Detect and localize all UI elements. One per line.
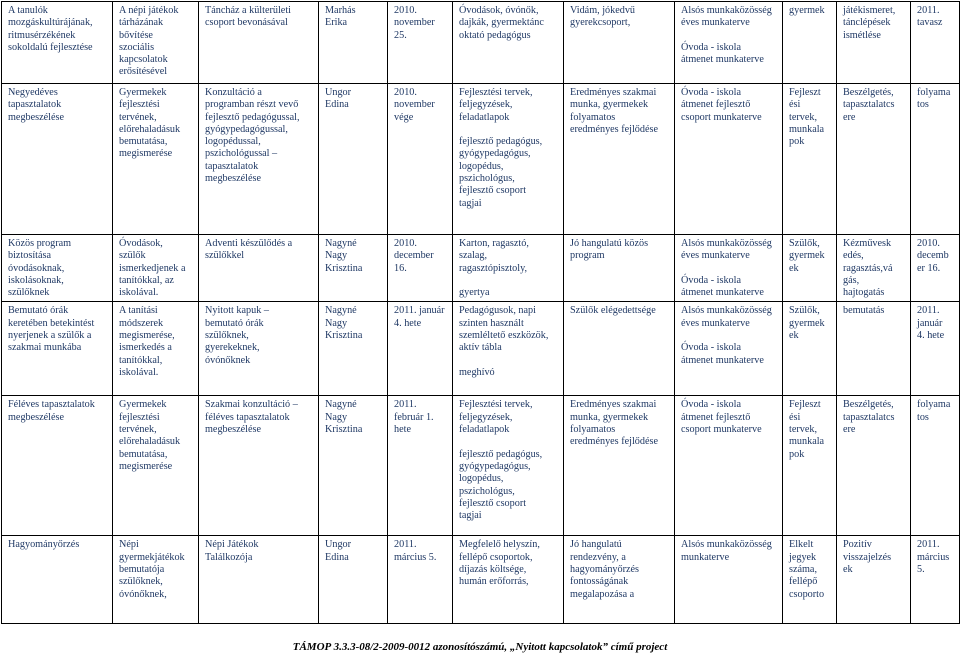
- cell-text: Ungor Edina: [325, 87, 352, 111]
- cell-text: Elkelt jegyek száma, fellépő csoporto: [789, 539, 825, 600]
- cell-text: 2011. február 1. hete: [394, 399, 434, 436]
- cell-linked-plan: [675, 302, 783, 396]
- cell-text: A tanítási módszerek megismerése, ismerkedés a tanítókkal, iskolával.: [119, 305, 175, 378]
- cell-text: A tanulók mozgáskultúrájának, ritmusérzékének sokoldalú fejlesztése: [8, 5, 93, 53]
- cell-text: folyama tos: [917, 87, 951, 111]
- cell-task: [113, 235, 199, 302]
- table-row: [2, 396, 960, 536]
- cell-text: Nagyné Nagy Krisztina: [325, 305, 363, 342]
- cell-text: Bemutató órák keretében betekintést nyerjenek a szülők a szakmai munkába: [8, 305, 95, 354]
- cell-text: Hagyományőrzés: [8, 539, 80, 551]
- table-row: [2, 84, 960, 235]
- cell-task: [113, 396, 199, 536]
- cell-responsible: [319, 536, 388, 624]
- cell-text: Alsós munkaközösség éves munkaterve Óvoda - iskola átmenet munkaterve: [681, 5, 772, 66]
- cell-text: Kézművesk edés, ragasztás,vá gás, hajtogatás: [843, 238, 893, 299]
- cell-resources: [453, 2, 564, 84]
- table-row: [2, 302, 960, 396]
- cell-responsible: [319, 235, 388, 302]
- cell-text: 2010. november vége: [394, 87, 435, 123]
- cell-text: Gyermekek fejlesztési tervének, előrehaladásuk bemutatása, megismerése: [119, 87, 181, 160]
- cell-text: 2011. március 5.: [917, 539, 950, 576]
- cell-timing: [911, 396, 960, 536]
- cell-success-criteria: [564, 302, 675, 396]
- program-table: [1, 1, 960, 624]
- cell-goal: [2, 536, 113, 624]
- cell-text: Népi Játékok Találkozója: [205, 539, 259, 563]
- cell-resources: [453, 396, 564, 536]
- cell-text: Alsós munkaközösség éves munkaterve Óvoda - iskola átmenet munkaterve: [681, 305, 772, 366]
- cell-text: Alsós munkaközösség munkaterve: [681, 539, 772, 563]
- cell-linked-plan: [675, 235, 783, 302]
- project-footer: TÁMOP 3.3.3-08/2-2009-0012 azonosítószámú, „Nyitott kapcsolatok” című project: [292, 641, 668, 653]
- cell-method: [837, 302, 911, 396]
- cell-timing: [911, 84, 960, 235]
- cell-task: [113, 84, 199, 235]
- cell-text: 2010. december 16.: [394, 238, 434, 274]
- cell-text: Megfelelő helyszín, fellépő csoportok, díjazás költsége, humán erőforrás,: [459, 539, 540, 588]
- cell-text: Beszélgetés, tapasztalatcs ere: [843, 399, 895, 436]
- cell-linked-plan: [675, 396, 783, 536]
- cell-responsible: [319, 2, 388, 84]
- cell-text: Féléves tapasztalatok megbeszélése: [8, 399, 95, 423]
- cell-method: [837, 235, 911, 302]
- table-row: [2, 2, 960, 84]
- cell-text: Eredményes szakmai munka, gyermekek folyamatos eredményes fejlődése: [570, 399, 658, 448]
- cell-timing: [911, 2, 960, 84]
- table-row: [2, 235, 960, 302]
- cell-text: Fejleszt ési tervek, munkala pok: [789, 87, 825, 148]
- cell-responsible: [319, 84, 388, 235]
- cell-method: [837, 2, 911, 84]
- cell-resources: [453, 536, 564, 624]
- cell-text: bemutatás: [843, 305, 885, 317]
- cell-target-group: [783, 235, 837, 302]
- cell-target-group: [783, 84, 837, 235]
- cell-text: Szakmai konzultáció – féléves tapasztalatok megbeszélése: [205, 399, 298, 436]
- cell-deadline: [388, 2, 453, 84]
- cell-target-group: [783, 2, 837, 84]
- cell-timing: [911, 235, 960, 302]
- cell-text: Nyitott kapuk – bemutató órák szülőknek, gyerekeknek, óvónőknek: [205, 305, 269, 366]
- cell-text: Pozitív visszajelzés ek: [843, 539, 892, 576]
- cell-text: Szülők, gyermek ek: [789, 238, 825, 274]
- cell-text: Ungor Edina: [325, 539, 352, 563]
- cell-success-criteria: [564, 396, 675, 536]
- cell-task: [113, 302, 199, 396]
- cell-text: Népi gyermekjátékok bemutatója szülőknek, óvónőknek,: [119, 539, 185, 600]
- cell-task: [113, 536, 199, 624]
- cell-target-group: [783, 396, 837, 536]
- cell-text: Pedagógusok, napi szinten használt szemléltető eszközök, aktív tábla meghívó: [459, 305, 549, 378]
- cell-text: Marhás Erika: [325, 5, 356, 29]
- cell-timing: [911, 536, 960, 624]
- cell-text: játékismeret, tánclépések ismétlése: [843, 5, 896, 41]
- cell-responsible: [319, 396, 388, 536]
- cell-resources: [453, 84, 564, 235]
- cell-deadline: [388, 302, 453, 396]
- cell-text: 2011. tavasz: [917, 5, 943, 29]
- cell-text: Gyermekek fejlesztési tervének, előrehaladásuk bemutatása, megismerése: [119, 399, 181, 472]
- cell-text: Szülők, gyermek ek: [789, 305, 825, 342]
- cell-goal: [2, 396, 113, 536]
- cell-resources: [453, 302, 564, 396]
- cell-text: Óvoda - iskola átmenet fejlesztő csoport munkaterve: [681, 87, 762, 123]
- cell-linked-plan: [675, 2, 783, 84]
- cell-text: Szülők elégedettsége: [570, 305, 656, 317]
- cell-text: Jó hangulatú rendezvény, a hagyományőrzés fontosságának megalapozása a: [570, 539, 640, 600]
- cell-text: Fejlesztési tervek, feljegyzések, feladatlapok fejlesztő pedagógus, gyógypedagógus, logopédus, pszichológus, fejlesztő csoport tagjai: [459, 87, 543, 209]
- cell-text: Negyedéves tapasztalatok megbeszélése: [8, 87, 65, 123]
- cell-text: Fejlesztési tervek, feljegyzések, feladatlapok fejlesztő pedagógus, gyógypedagógus, logopédus, pszichológus, fejlesztő csoport tagjai: [459, 399, 543, 522]
- cell-text: gyermek: [789, 5, 825, 16]
- cell-activity: [199, 84, 319, 235]
- cell-activity: [199, 2, 319, 84]
- cell-resources: [453, 235, 564, 302]
- cell-text: Óvoda - iskola átmenet fejlesztő csoport munkaterve: [681, 399, 762, 436]
- cell-target-group: [783, 536, 837, 624]
- cell-text: 2010. november 25.: [394, 5, 435, 41]
- cell-activity: [199, 536, 319, 624]
- cell-target-group: [783, 302, 837, 396]
- cell-text: Eredményes szakmai munka, gyermekek folyamatos eredményes fejlődése: [570, 87, 658, 135]
- cell-deadline: [388, 235, 453, 302]
- cell-text: folyama tos: [917, 399, 951, 423]
- cell-deadline: [388, 396, 453, 536]
- cell-goal: [2, 235, 113, 302]
- cell-text: 2011. január 4. hete: [394, 305, 445, 329]
- cell-deadline: [388, 84, 453, 235]
- cell-text: Vidám, jókedvű gyerekcsoport,: [570, 5, 636, 29]
- cell-deadline: [388, 536, 453, 624]
- cell-method: [837, 536, 911, 624]
- cell-method: [837, 84, 911, 235]
- cell-responsible: [319, 302, 388, 396]
- table-row: [2, 536, 960, 624]
- cell-task: [113, 2, 199, 84]
- cell-activity: [199, 396, 319, 536]
- cell-text: Közös program biztosítása óvodásoknak, iskolásoknak, szülőknek: [8, 238, 72, 299]
- cell-text: Alsós munkaközösség éves munkaterve Óvoda - iskola átmenet munkaterve: [681, 238, 772, 299]
- cell-text: A népi játékok tárházának bővítése szociális kapcsolatok erősítésével: [119, 5, 179, 78]
- cell-text: Óvodások, szülők ismerkedjenek a tanítókkal, az iskolával.: [119, 238, 186, 299]
- cell-goal: [2, 84, 113, 235]
- cell-activity: [199, 235, 319, 302]
- cell-text: Jó hangulatú közös program: [570, 238, 649, 262]
- cell-success-criteria: [564, 235, 675, 302]
- cell-success-criteria: [564, 2, 675, 84]
- cell-text: Adventi készülődés a szülőkkel: [205, 238, 293, 262]
- cell-goal: [2, 2, 113, 84]
- cell-text: Beszélgetés, tapasztalatcs ere: [843, 87, 895, 123]
- cell-goal: [2, 302, 113, 396]
- cell-text: Karton, ragasztó, szalag, ragasztópisztoly, gyertya: [459, 238, 529, 299]
- cell-text: Konzultáció a programban részt vevő fejlesztő pedagógussal, gyógypedagógussal, logopédussal, pszichológussal – tapasztalatok megbeszélése: [205, 87, 300, 185]
- cell-method: [837, 396, 911, 536]
- cell-success-criteria: [564, 84, 675, 235]
- cell-text: Nagyné Nagy Krisztina: [325, 399, 363, 436]
- cell-text: Óvodások, óvónők, dajkák, gyermektánc oktató pedagógus: [459, 5, 544, 41]
- cell-text: 2010. decemb er 16.: [917, 238, 949, 274]
- cell-text: Táncház a külterületi csoport bevonásával: [205, 5, 291, 29]
- cell-text: Nagyné Nagy Krisztina: [325, 238, 363, 274]
- cell-activity: [199, 302, 319, 396]
- cell-text: 2011. március 5.: [394, 539, 437, 563]
- cell-success-criteria: [564, 536, 675, 624]
- cell-linked-plan: [675, 536, 783, 624]
- cell-timing: [911, 302, 960, 396]
- cell-text: Fejleszt ési tervek, munkala pok: [789, 399, 825, 460]
- cell-linked-plan: [675, 84, 783, 235]
- cell-text: 2011. január 4. hete: [917, 305, 945, 342]
